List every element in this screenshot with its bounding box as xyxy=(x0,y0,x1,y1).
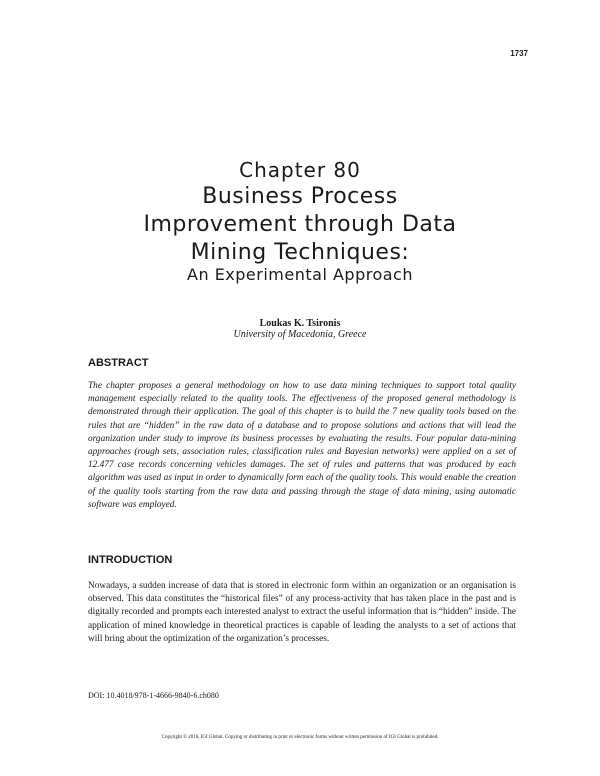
author-name: Loukas K. Tsironis xyxy=(259,318,341,329)
chapter-title xyxy=(0,183,600,267)
chapter-subtitle: An Experimental Approach xyxy=(187,265,413,284)
doi-footnote: DOI: 10.4018/978-1-4666-9840-6.ch080 xyxy=(88,691,219,700)
introduction-heading: INTRODUCTION xyxy=(88,554,173,566)
copyright-notice: Copyright © 2016, IGI Global. Copying or distributing in print or electronic forms without written permission of IGI Global is prohibited. xyxy=(161,735,439,740)
title-line: Mining Techniques: xyxy=(190,240,410,265)
author-affiliation: University of Macedonia, Greece xyxy=(233,329,367,340)
title-line: Improvement through Data xyxy=(143,212,457,237)
abstract-heading: ABSTRACT xyxy=(88,357,149,369)
chapter-label: Chapter 80 xyxy=(239,158,361,182)
abstract-body: The chapter proposes a general methodology on how to use data mining techniques to support total quality management especially related to the quality tools. The effectiveness of the proposed general methodology is demonstrated through their application. The goal of this chapter is to build the 7 new quality tools based on the rules that are “hidden” in the raw data of a database and to propose solutions and actions that will lead the organization under study to improve its business processes by evaluating the results. Four popular data-mining approaches (rough sets, association rules, classification rules and Bayesian networks) were applied on a set of 12.477 case records concerning vehicles damages. The set of rules and patterns that was produced by each algorithm was used as input in order to dynamically form each of the quality tools. This would enable the creation of the quality tools starting from the raw data and passing through the stage of data mining, using automatic software was employed. xyxy=(88,381,516,510)
title-line: Business Process xyxy=(202,184,398,209)
introduction-body: Nowadays, a sudden increase of data that is stored in electronic form within an organization or an organisation is observed. This data constitutes the “historical files” of any process-activity that has taken place in the past and is digitally recorded and prompts each interested analyst to extract the useful information that is “hidden” inside. The application of mined knowledge in theoretical practices is capable of leading the analysts to a set of actions that will bring about the optimization of the organization’s processes. xyxy=(88,581,516,644)
page-number: 1737 xyxy=(510,49,528,58)
